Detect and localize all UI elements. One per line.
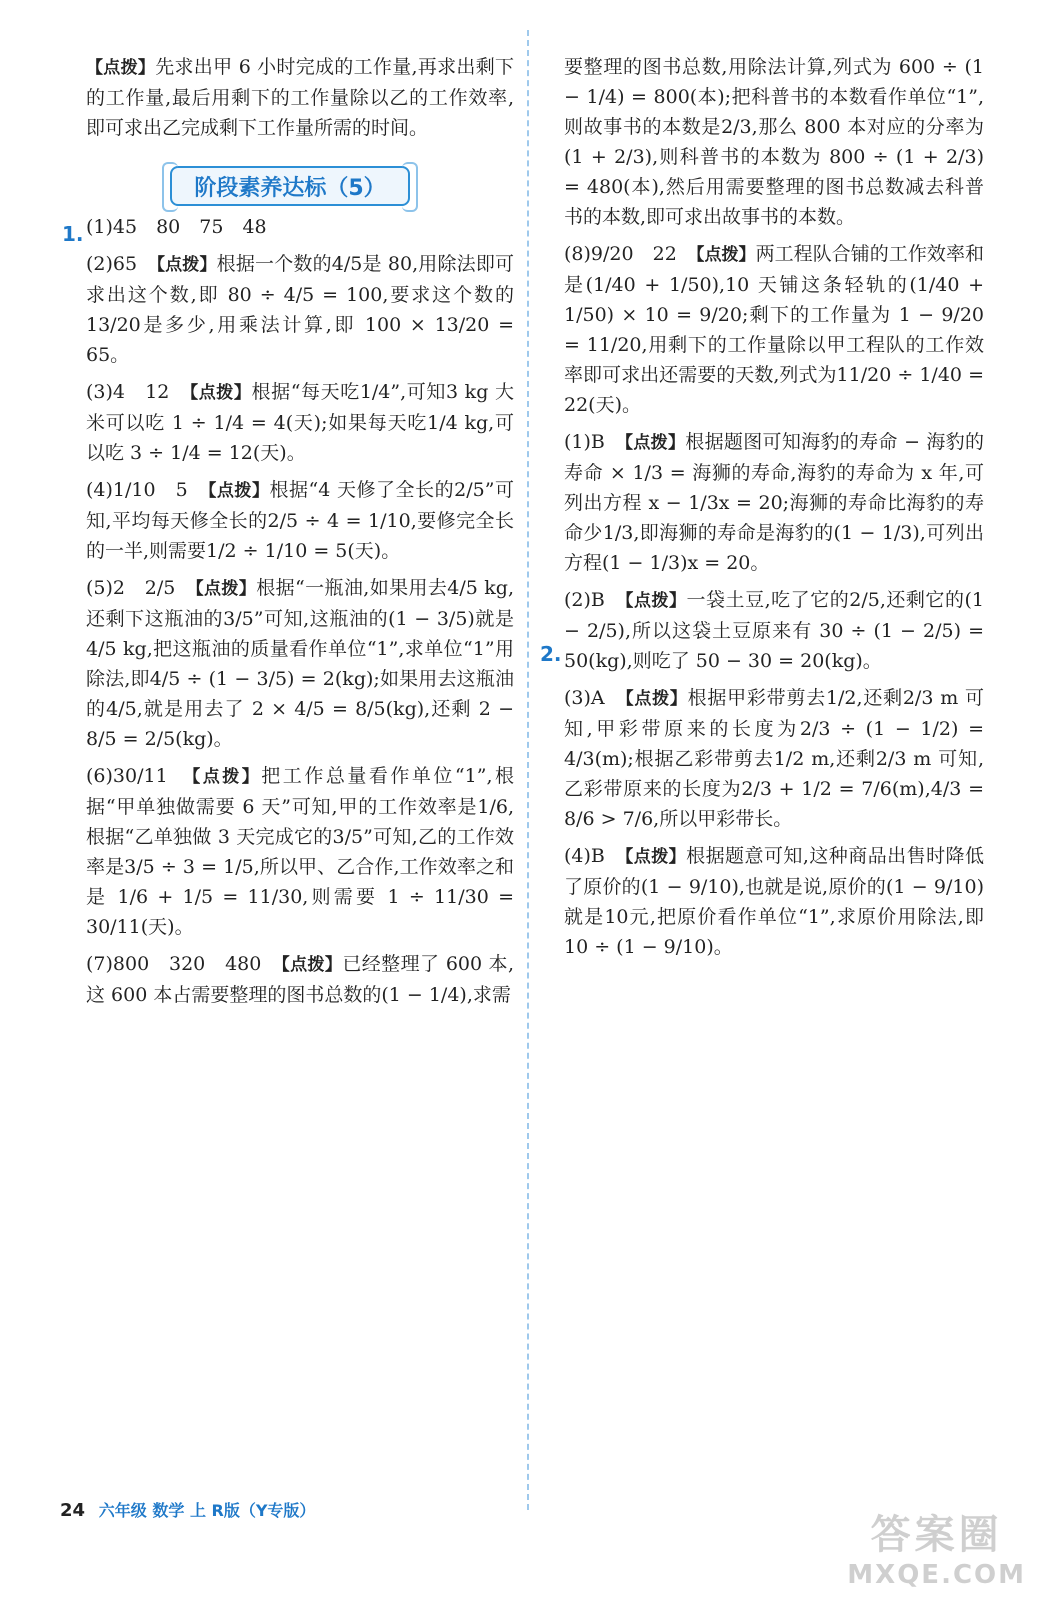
hint-label: 【点拨】 [624, 433, 686, 453]
question-1-number: 1. [62, 222, 84, 246]
watermark-url: MXQE.COM [847, 1560, 1026, 1590]
answer-2-1: (1)B 【点拨】根据题图可知海豹的寿命 − 海豹的寿命 × 1/3 = 海狮的寿命,海豹的寿命为 x 年,可列出方程 x − 1/3x = 20;海狮的寿命比海豹的寿命少1/3,即海狮的寿命是海豹的(1 − 1/3),可列出方程(1 − 1/3)x = 20。 [564, 431, 985, 574]
answer-1-4: (4)1/10 5 【点拨】根据“4 天修了全长的2/5”可知,平均每天修全长的2/5 ÷ 4 = 1/10,要修完全长的一半,则需要1/2 ÷ 1/10 = 5(天)。 [86, 479, 514, 562]
answer-2-3: (3)A 【点拨】根据甲彩带剪去1/2,还剩2/3 m 可知,甲彩带原来的长度为2/3 ÷ (1 − 1/2) = 4/3(m);根据乙彩带剪去1/2 m,还剩2/3 m 可知,乙彩带原来的长度为2/3 + 1/2 = 7/6(m),4/3 = 8/6 > 7/6,所以甲彩带长。 [564, 687, 985, 830]
hint-label: 【点拨】 [189, 383, 252, 403]
hint-label: 【点拨】 [281, 955, 343, 975]
column-divider [527, 30, 529, 1510]
question-2-number: 2. [540, 642, 562, 666]
right-column [564, 52, 984, 969]
watermark-text: 答案圈 [870, 1512, 1003, 1558]
hint-label: 【点拨】 [625, 689, 688, 709]
answer-1-7-continued: 要整理的图书总数,用除法计算,列式为 600 ÷ (1 − 1/4) = 800(本);把科普书的本数看作单位“1”,则故事书的本数是2/3,那么 800 本对应的分率为(1 + 2/3),则科普书的本数为 800 ÷ (1 + 2/3) = 480(本),然后用需要整理的图书总数减去科普书的本数,即可求出故事书的本数。 [564, 56, 984, 228]
page-number: 24 [60, 1500, 86, 1521]
hint-label: 【点拨】 [624, 847, 687, 867]
book-title: 六年级 数学 上 R版（Y专版） [98, 1501, 316, 1520]
hint-label: 【点拨】 [156, 255, 217, 275]
hint-label: 【点拨】 [86, 58, 156, 78]
hint-label: 【点拨】 [695, 245, 756, 265]
intro-hint-paragraph: 【点拨】先求出甲 6 小时完成的工作量,再求出剩下的工作量,最后用剩下的工作量除以乙的工作效率,即可求出乙完成剩下工作量所需的时间。 [86, 56, 514, 139]
hint-label: 【点拨】 [207, 481, 270, 501]
hint-label: 【点拨】 [624, 591, 687, 611]
answer-1-1: (1)45 80 75 48 [86, 216, 267, 238]
answer-1-7: (7)800 320 480 【点拨】已经整理了 600 本,这 600 本占需要整理的图书总数的(1 − 1/4),求需 [86, 953, 515, 1006]
answer-2-2: (2)B 【点拨】一袋土豆,吃了它的2/5,还剩它的(1 − 2/5),所以这袋土豆原来有 30 ÷ (1 − 2/5) = 50(kg),则吃了 50 − 30 = 20(kg)。 [564, 589, 984, 672]
hint-label: 【点拨】 [191, 767, 262, 787]
answer-2-4: (4)B 【点拨】根据题意可知,这种商品出售时降低了原价的(1 − 9/10),也就是说,原价的(1 − 9/10)就是10元,把原价看作单位“1”,求原价用除法,即 10 ÷ (1 − 9/10)。 [564, 845, 984, 958]
page-footer [60, 1498, 315, 1521]
answer-1-8: (8)9/20 22 【点拨】两工程队合铺的工作效率和是(1/40 + 1/50),10 天铺这条轻轨的(1/40 + 1/50) × 10 = 9/20;剩下的工作量为 1 − 9/20 = 11/20,用剩下的工作量除以甲工程队的工作效率即可求出还需要的天数,列式为11/20 ÷ 1/40 = 22(天)。 [564, 243, 984, 416]
section-title: 阶段素养达标（5） [170, 166, 410, 206]
hint-label: 【点拨】 [195, 579, 257, 599]
answer-1-6: (6)30/11 【点拨】把工作总量看作单位“1”,根据“甲单独做需要 6 天”可知,甲的工作效率是1/6,根据“乙单独做 3 天完成它的3/5”可知,乙的工作效率是3/5 ÷ 3 = 1/5,所以甲、乙合作,工作效率之和是 1/6 + 1/5 = 11/30,则需要 1 ÷ 11/30 = 30/11(天)。 [86, 765, 515, 938]
answer-1-3: (3)4 12 【点拨】根据“每天吃1/4”,可知3 kg 大米可以吃 1 ÷ 1/4 = 4(天);如果每天吃1/4 kg,可以吃 3 ÷ 1/4 = 12(天)。 [86, 381, 515, 464]
answer-1-2: (2)65 【点拨】根据一个数的4/5是 80,用除法即可求出这个数,即 80 ÷ 4/5 = 100,要求这个数的13/20是多少,用乘法计算,即 100 × 13/20 = 65。 [86, 253, 515, 366]
answer-1-5: (5)2 2/5 【点拨】根据“一瓶油,如果用去4/5 kg,还剩下这瓶油的3/5”可知,这瓶油的(1 − 3/5)就是4/5 kg,把这瓶油的质量看作单位“1”,求单位“1”用除法,即4/5 ÷ (1 − 3/5) = 2(kg);如果用去这瓶油的4/5,就是用去了 2 × 4/5 = 8/5(kg),还剩 2 − 8/5 = 2/5(kg)。 [86, 577, 514, 750]
watermark [847, 1503, 1026, 1590]
